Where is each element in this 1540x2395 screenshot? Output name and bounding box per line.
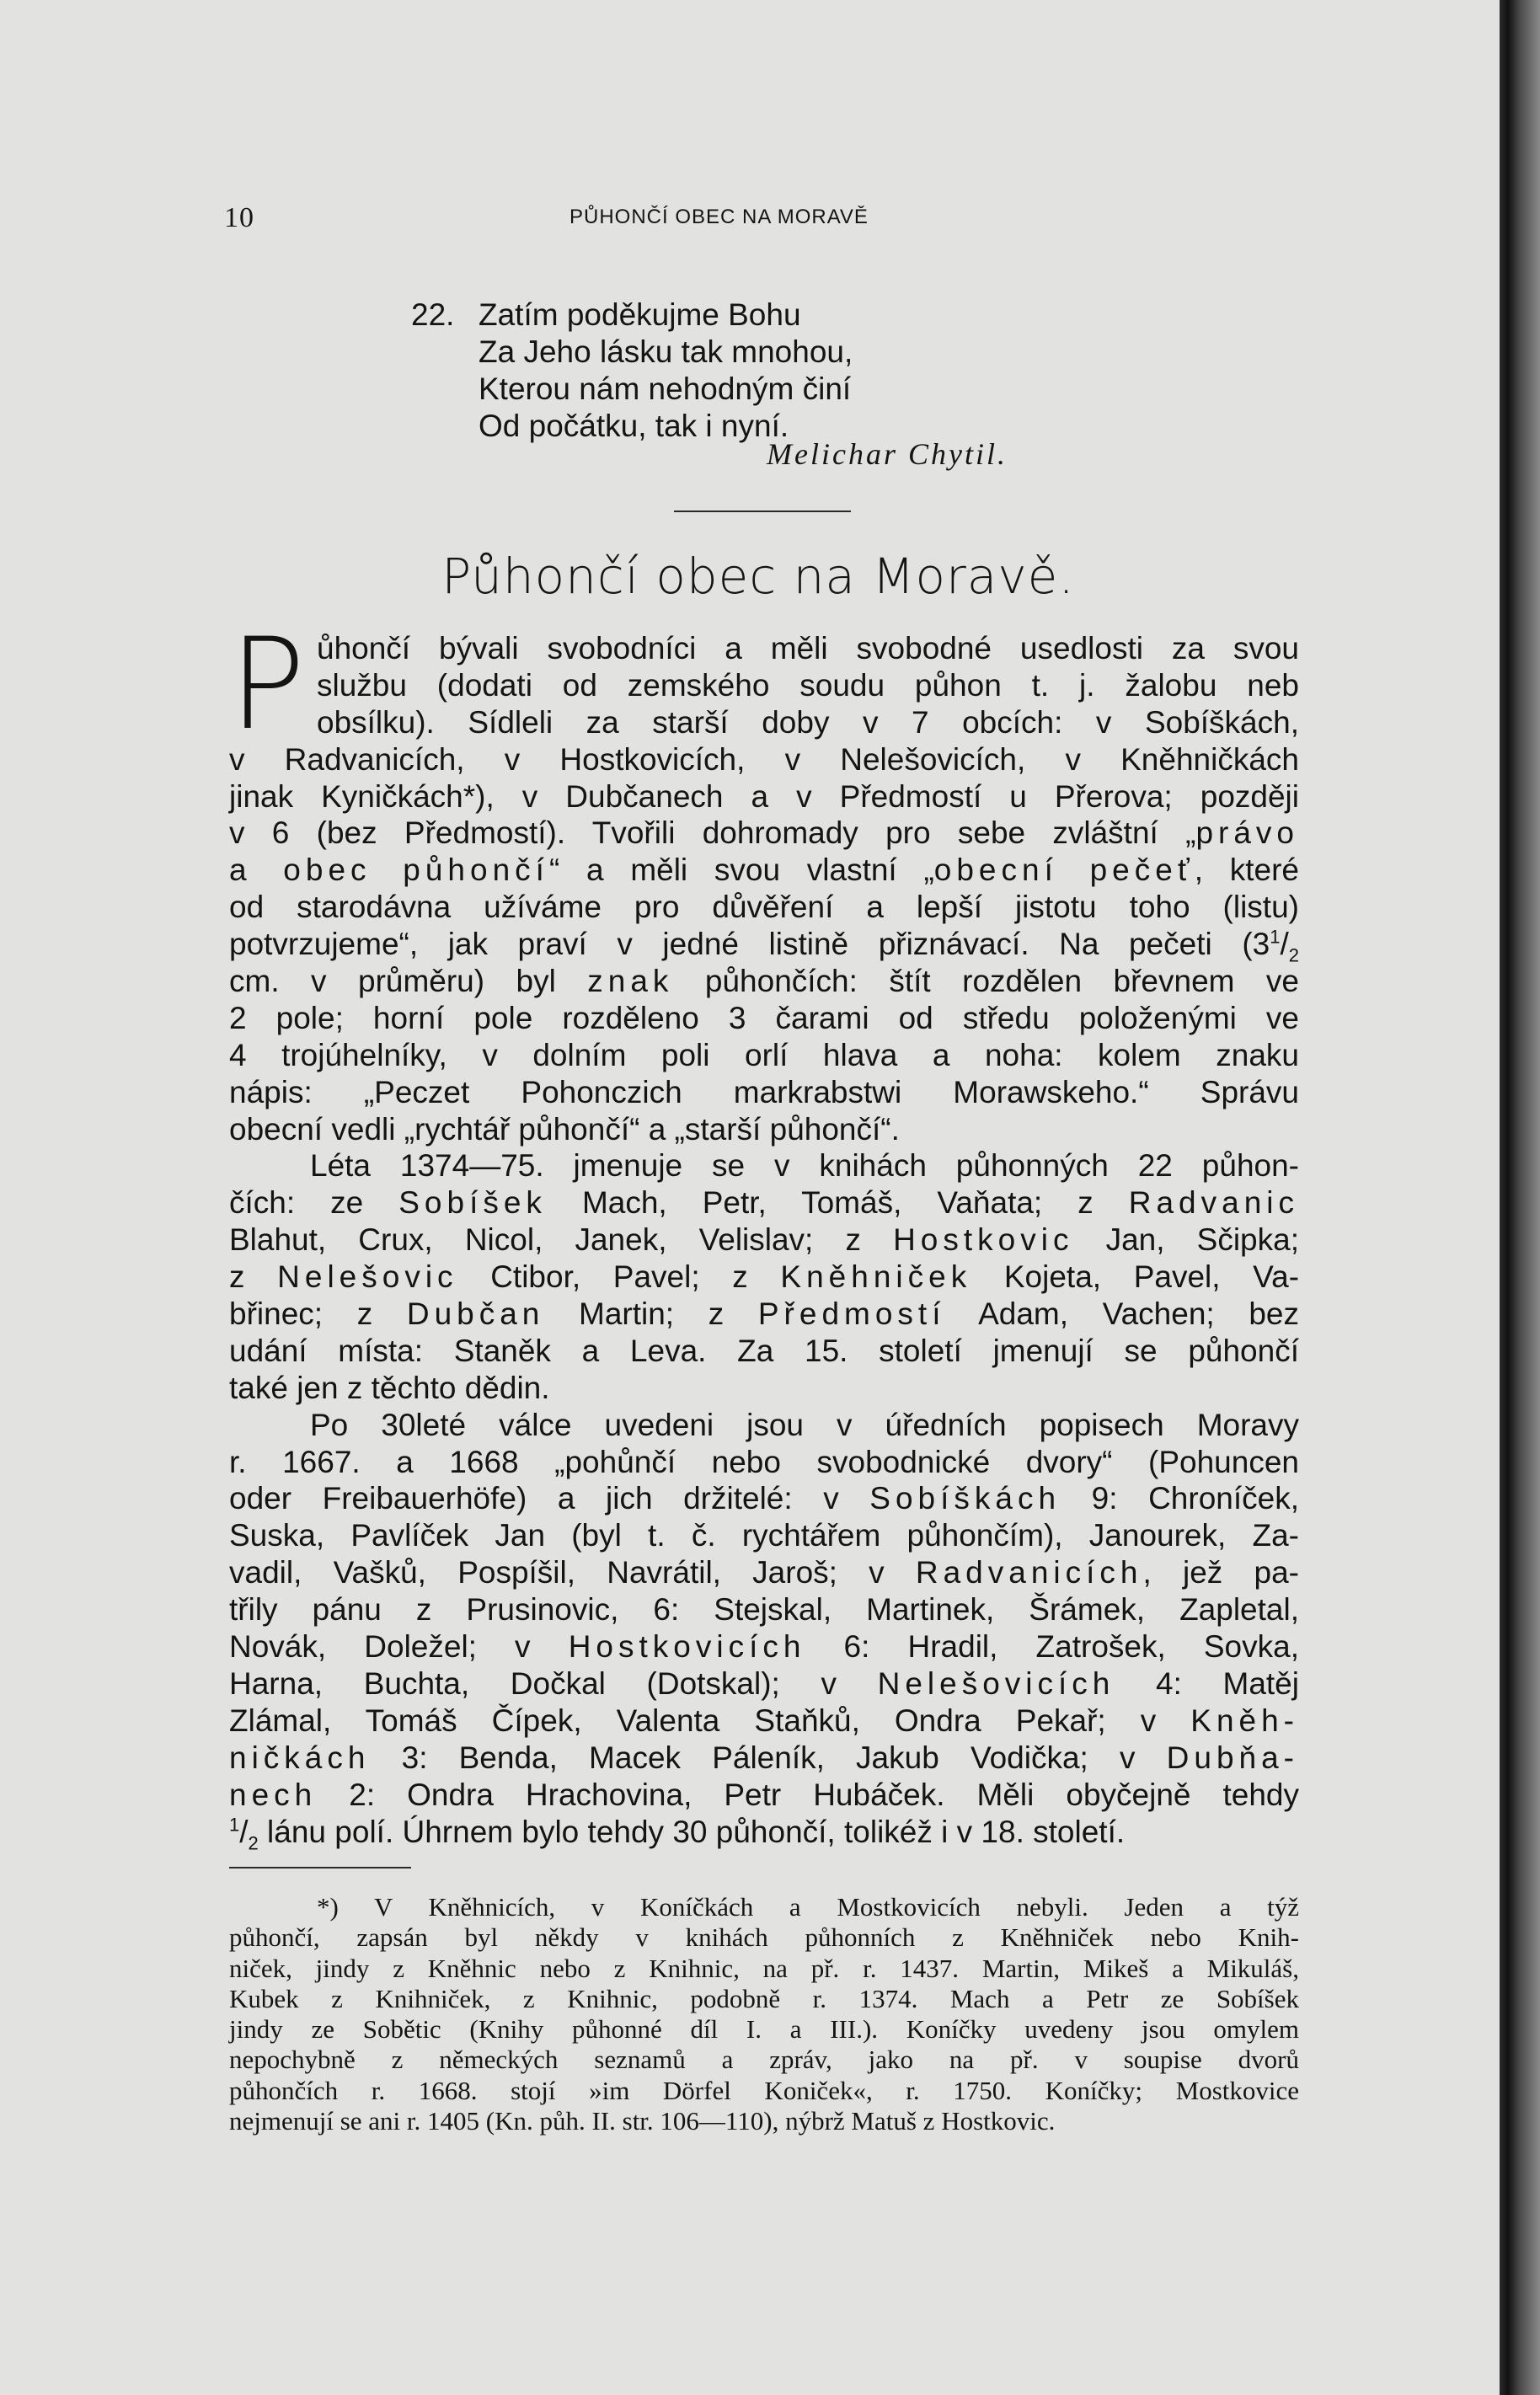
article-title: Půhončí obec na Moravě.	[441, 548, 1075, 605]
text-line: a obec půhončí“ a měli svou vlastní „obecní pečeť, které	[229, 853, 1299, 888]
text-line: jinak Kyničkách*), v Dubčanech a v Předmostí u Přerova; později	[229, 778, 1299, 814]
text-line: cm. v průměru) byl znak půhončích: štít rozdělen břevnem ve	[229, 964, 1299, 999]
scan-edge	[1500, 0, 1540, 2395]
poem-stanza	[411, 297, 1018, 445]
text-line: nápis: „Peczet Pohonczich markrabstwi Morawskeho.“ Správu	[229, 1074, 1299, 1109]
text-line: Léta 1374—75. jmenuje se v knihách půhonných 22 půhon-	[310, 1148, 1299, 1184]
text-line: v Radvanicích, v Hostkovicích, v Nelešovicích, v Kněhničkách	[229, 741, 1299, 777]
text-line: udání místa: Staněk a Leva. Za 15. století jmenují se půhončí	[229, 1333, 1299, 1368]
text-line: $^1/_2$ lánu polí. Úhrnem bylo tehdy 30 půhončí, tolikéž i v 18. století.	[229, 1814, 1126, 1853]
text-line: břinec; z Dubčan Martin; z Předmostí Adam, Vachen; bez	[229, 1296, 1299, 1332]
page-number: 10	[224, 202, 254, 233]
divider-rule	[674, 511, 851, 512]
text-line: obsílku). Sídleli za starší doby v 7 obcích: v Sobíškách,	[317, 704, 1299, 740]
text-line: r. 1667. a 1668 „pohůnčí nebo svobodnické dvory“ (Pohuncen	[229, 1444, 1299, 1479]
footnote-line: půhončí, zapsán byl někdy v knihách půhonních z Kněhniček nebo Knih-	[229, 1922, 1299, 1953]
footnote-line: *) V Kněhnicích, v Koníčkách a Mostkovicích nebyli. Jeden a týž	[317, 1892, 1299, 1922]
text-line: nech 2: Ondra Hrachovina, Petr Hubáček. Měli obyčejně tehdy	[229, 1777, 1299, 1812]
text-line: od starodávna užíváme pro důvěření a lepší jistotu toho (listu)	[229, 890, 1299, 925]
text-line: Po 30leté válce uvedeni jsou v úředních popisech Moravy	[310, 1407, 1299, 1442]
text-line: vadil, Vašků, Pospíšil, Navrátil, Jaroš; v Radvanicích, jež pa-	[229, 1555, 1299, 1590]
footnote-divider	[229, 1867, 411, 1868]
text-line: ničkách 3: Benda, Macek Páleník, Jakub Vodička; v Dubňa-	[229, 1740, 1299, 1775]
text-line: oder Freibauerhöfe) a jich držitelé: v Sobíškách 9: Chroníček,	[229, 1481, 1299, 1516]
footnote	[229, 1892, 1299, 2136]
poem-author: Melichar Chytil.	[767, 437, 1008, 471]
poem-line: 22. Zatím poděkujme Bohu	[411, 297, 801, 332]
text-line: Harna, Buchta, Dočkal (Dotskal); v Nelešovicích 4: Matěj	[229, 1665, 1299, 1701]
text-line: Suska, Pavlíček Jan (byl t. č. rychtářem půhončím), Janourek, Za-	[229, 1518, 1299, 1553]
text-line: také jen z těchto dědin.	[229, 1370, 550, 1405]
footnote-line: půhončích r. 1668. stojí »im Dörfel Koniček«, r. 1750. Koníčky; Mostkovice	[229, 2075, 1299, 2105]
footnote-line: Kubek z Knihniček, z Knihnic, podobně r. 1374. Mach a Petr ze Sobíšek	[229, 1983, 1299, 2013]
text-line: z Nelešovic Ctibor, Pavel; z Kněhniček Kojeta, Pavel, Va-	[229, 1259, 1300, 1295]
text-line: třily pánu z Prusinovic, 6: Stejskal, Martinek, Šrámek, Zapletal,	[229, 1592, 1299, 1628]
article-body	[229, 612, 1300, 1853]
poem-line: Za Jeho lásku tak mnohou,	[479, 334, 853, 369]
text-line: službu (dodati od zemského soudu půhon t. j. žalobu neb	[317, 667, 1299, 703]
text-line: 2 pole; horní pole rozděleno 3 čarami od středu položenými ve	[229, 1000, 1299, 1035]
text-line: potvrzujeme“, jak praví v jedné listině přiznávací. Na pečeti ($3^1/_2$	[229, 926, 1299, 966]
text-line: obecní vedli „rychtář půhončí“ a „starší půhončí“.	[229, 1111, 900, 1147]
poem-line: Kterou nám nehodným činí	[479, 372, 852, 406]
drop-cap: P	[229, 612, 306, 758]
poem-line: Od počátku, tak i nyní.	[479, 409, 789, 443]
text-line: v 6 (bez Předmostí). Tvořili dohromady pro sebe zvláštní „právo	[229, 815, 1299, 851]
text-line: Zlámal, Tomáš Čípek, Valenta Staňků, Ondra Pekař; v Kněh-	[229, 1703, 1299, 1738]
footnote-line: nepochybně z německých seznamů a zpráv, jako na př. v soupise dvorů	[229, 2045, 1299, 2075]
stanza-number: 22.	[411, 297, 455, 332]
running-title: PŮHONČÍ OBEC NA MORAVĚ	[569, 206, 869, 228]
text-line: Blahut, Crux, Nicol, Janek, Velislav; z Hostkovic Jan, Sčipka;	[229, 1222, 1299, 1258]
footnote-line: jindy ze Sobětic (Knihy půhonné díl I. a III.). Koníčky uvedeny jsou omylem	[229, 2014, 1299, 2045]
running-head	[224, 202, 949, 236]
text-line: Novák, Doležel; v Hostkovicích 6: Hradil, Zatrošek, Sovka,	[229, 1629, 1299, 1665]
text-line: ůhončí bývali svobodníci a měli svobodné usedlosti za svou	[317, 631, 1299, 666]
footnote-line: nejmenují se ani r. 1405 (Kn. půh. II. str. 106—110), nýbrž Matuš z Hostkovic.	[229, 2106, 1056, 2136]
text-line: 4 trojúhelníky, v dolním poli orlí hlava a noha: kolem znaku	[229, 1037, 1299, 1072]
text-line: čích: ze Sobíšek Mach, Petr, Tomáš, Vaňata; z Radvanic	[229, 1185, 1299, 1221]
footnote-line: niček, jindy z Kněhnic nebo z Knihnic, na př. r. 1437. Martin, Mikeš a Mikuláš,	[229, 1953, 1299, 1983]
